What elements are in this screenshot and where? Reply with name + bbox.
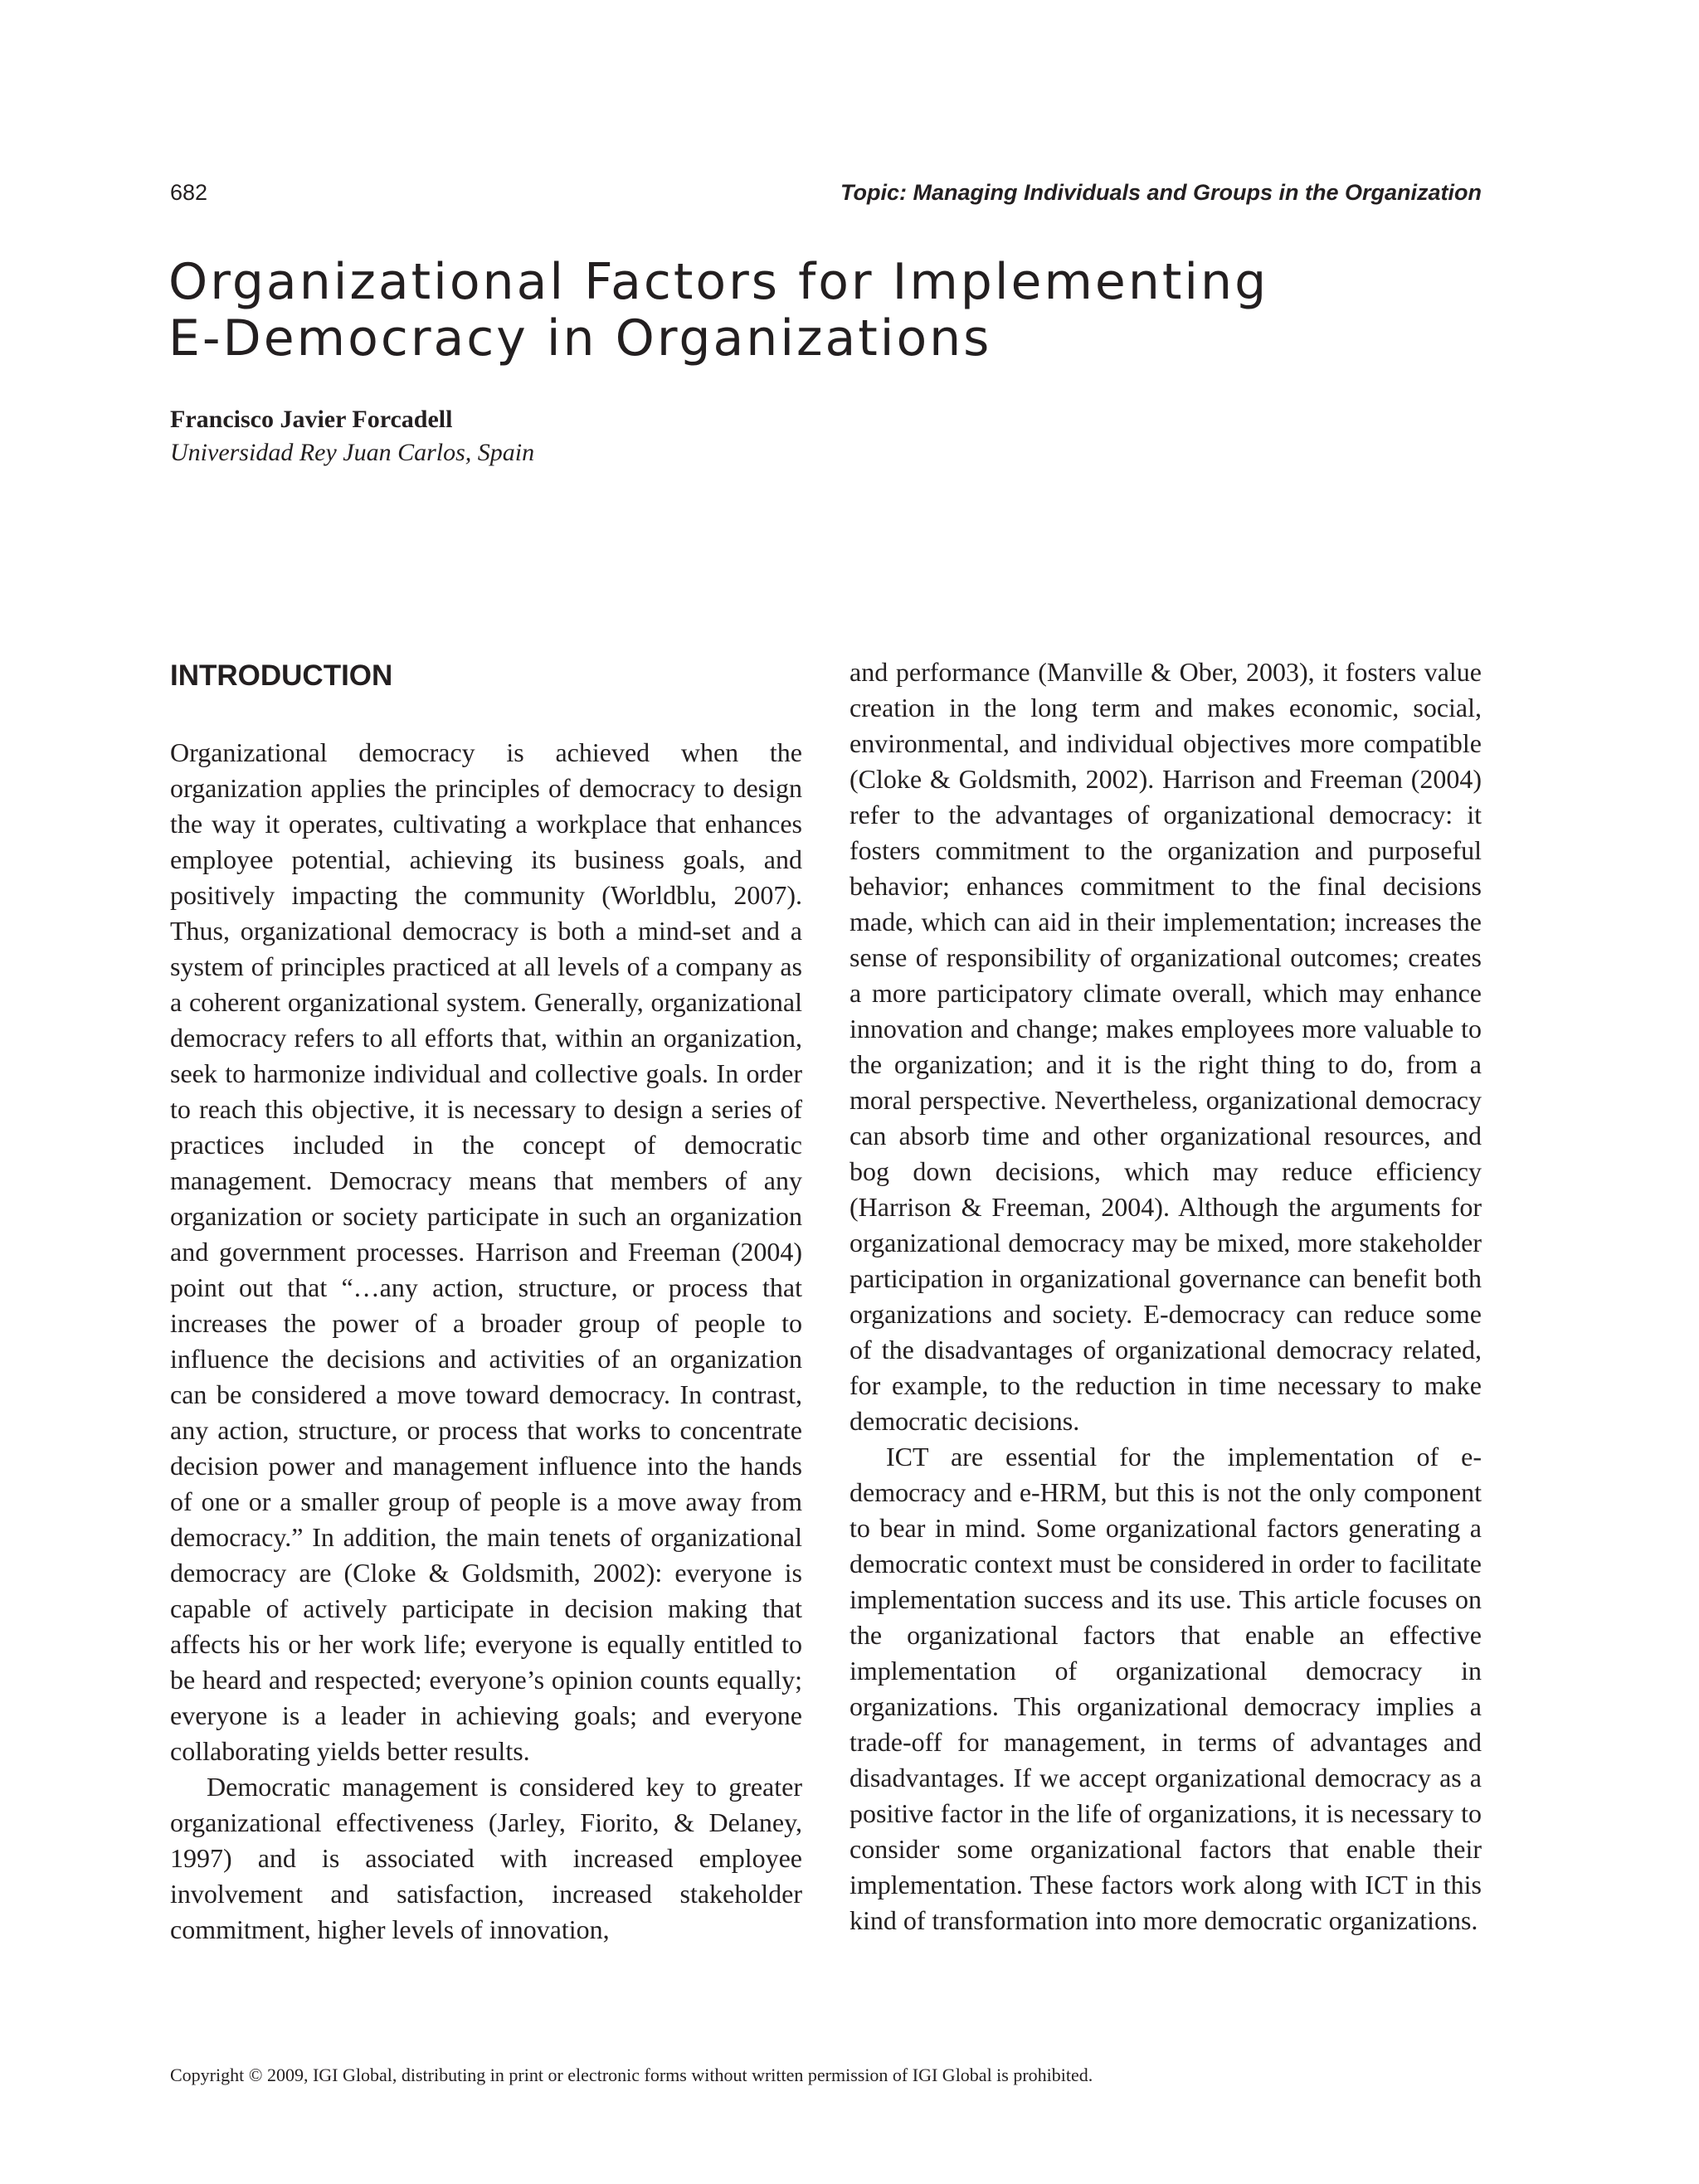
left-column bbox=[170, 735, 802, 1948]
running-head: Topic: Managing Individuals and Groups in the Organization bbox=[840, 180, 1482, 205]
author-affiliation: Universidad Rey Juan Carlos, Spain bbox=[170, 439, 535, 466]
body-paragraph: and performance (Manville & Ober, 2003), it fosters value creation in the long term and makes economic, social, environmental, and individual objectives more compatible (Cloke & Goldsmith, 2002). Harrison and Freeman (2004) refer to the advantages of organizational democracy: it fosters commitment to the organization and purposeful behavior; enhances commitment to the final decisions made, which can aid in their implementation; increases the sense of responsibility of organizational outcomes; creates a more participatory climate overall, which may enhance innovation and change; makes employees more valuable to the organization; and it is the right thing to do, from a moral perspective. Nevertheless, organizational democracy can absorb time and other organizational resources, and bog down decisions, which may reduce efficiency (Harrison & Freeman, 2004). Although the arguments for organizational democracy may be mixed, more stakeholder participation in organizational governance can benefit both organizations and society. E-democracy can reduce some of the disadvantages of organizational democracy related, for example, to the reduction in time necessary to make democratic decisions. bbox=[850, 657, 1482, 1436]
article-title bbox=[168, 254, 1496, 367]
body-paragraph: ICT are essential for the implementation of e-democracy and e-HRM, but this is not the only component to bear in mind. Some organizational factors generating a democratic context must be considered in order to facilitate implementation success and its use. This article focuses on the organizational factors that enable an effective implementation of organizational democracy in organizations. This organizational democracy implies a trade-off for management, in terms of advantages and disadvantages. If we accept organizational democracy as a positive factor in the life of organizations, it is necessary to consider some organizational factors that enable their implementation. These factors work along with ICT in this kind of transformation into more democratic organizations. bbox=[850, 1442, 1482, 1935]
body-paragraph: Democratic management is considered key to greater organizational effectiveness (Jarley, Fiorito, & Delaney, 1997) and is associated with increased employee involvement and satisfaction, increased stakeholder commitment, higher levels of innovation, bbox=[170, 1772, 802, 1944]
copyright-notice: Copyright © 2009, IGI Global, distributing in print or electronic forms without written permission of IGI Global is prohibited. bbox=[170, 2065, 1093, 2085]
author-name: Francisco Javier Forcadell bbox=[170, 406, 453, 433]
right-column bbox=[850, 654, 1482, 1938]
page-number: 682 bbox=[170, 180, 208, 205]
body-paragraph: Organizational democracy is achieved when the organization applies the principles of democracy to design the way it operates, cultivating a workplace that enhances employee potential, achieving its business goals, and positively impacting the community (Worldblu, 2007). Thus, organizational democracy is both a mind-set and a system of principles practiced at all levels of a company as a coherent organizational system. Generally, organizational democracy refers to all efforts that, within an organization, seek to harmonize individual and collective goals. In order to reach this objective, it is necessary to design a series of practices included in the concept of democratic management. Democracy means that members of any organization or society participate in such an organization and government processes. Harrison and Freeman (2004) point out that “…any action, structure, or process that increases the power of a broader group of people to influence the decisions and activities of an organization can be considered a move toward democracy. In contrast, any action, structure, or process that works to concentrate decision power and management influence into the hands of one or a smaller group of people is a move away from democracy.” In addition, the main tenets of organizational democracy are (Cloke & Goldsmith, 2002): everyone is capable of actively participate in decision making that affects his or her work life; everyone is equally entitled to be heard and respected; everyone’s opinion counts equally; everyone is a leader in achieving goals; and everyone collaborating yields better results. bbox=[170, 737, 802, 1766]
article-title-line-1: Organizational Factors for Implementing bbox=[168, 253, 1269, 311]
article-title-line-2: E-Democracy in Organizations bbox=[168, 309, 992, 367]
section-heading-introduction: INTRODUCTION bbox=[170, 659, 393, 692]
